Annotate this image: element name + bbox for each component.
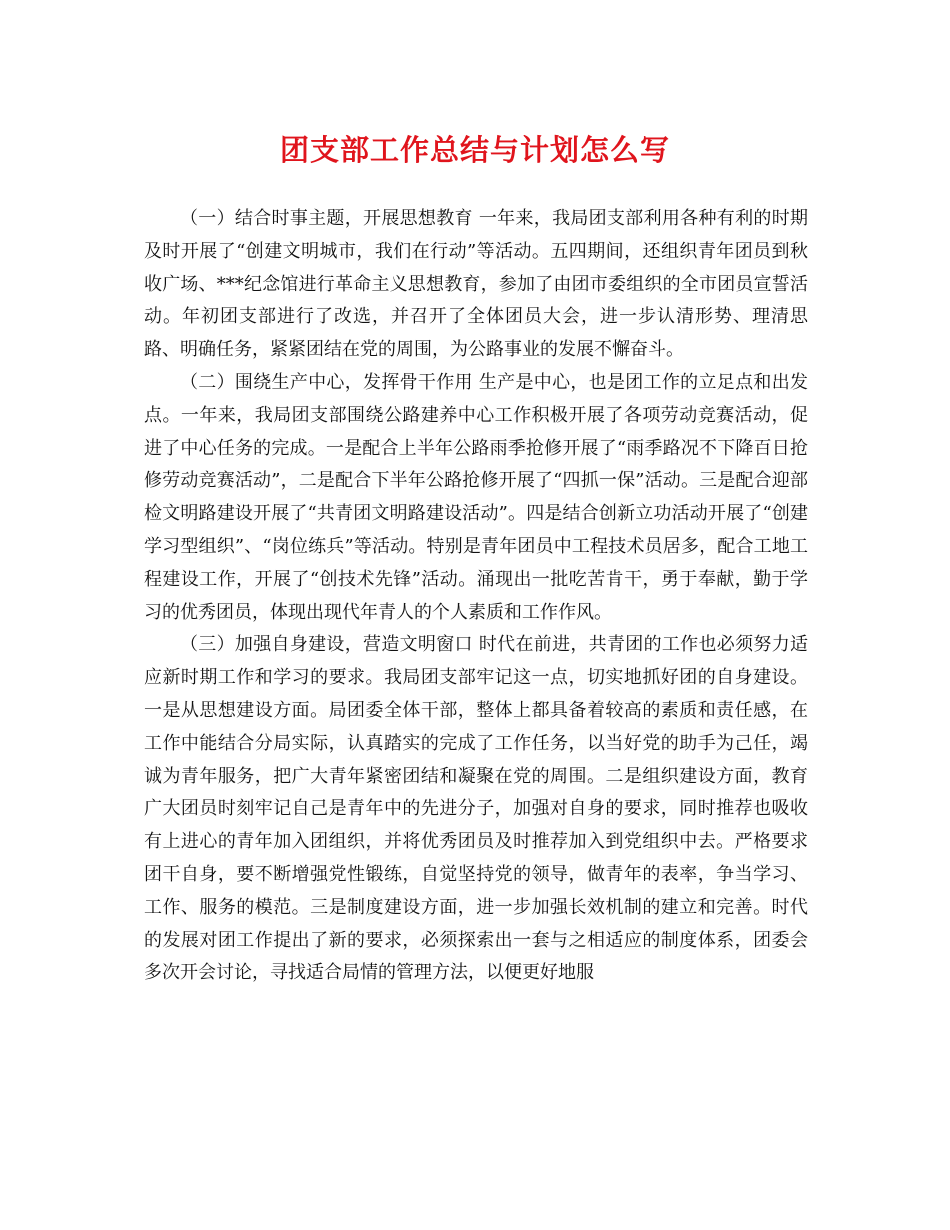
paragraph-2: （二）围绕生产中心，发挥骨干作用 生产是中心，也是团工作的立足点和出发点。一年来，我局团支部围绕公路建养中心工作积极开展了各项劳动竞赛活动，促进了中心任务的完成。一是配合上半年公路雨季抢修开展了“雨季路况不下降百日抢修劳动竞赛活动”，二是配合下半年公路抢修开展了“四抓一保”活动。三是配合迎部检文明路建设开展了“共青团文明路建设活动”。四是结合创新立功活动开展了“创建学习型组织”、“岗位练兵”等活动。特别是青年团员中工程技术员居多，配合工地工程建设工作，开展了“创技术先锋”活动。涌现出一批吃苦肯干，勇于奉献，勤于学习的优秀团员，体现出现代年青人的个人素质和工作作风。 — [144, 371, 808, 623]
paragraph-3: （三）加强自身建设，营造文明窗口 时代在前进，共青团的工作也必须努力适应新时期工作和学习的要求。我局团支部牢记这一点，切实地抓好团的自身建设。一是从思想建设方面。局团委全体干部，整体上都具备着较高的素质和责任感，在工作中能结合分局实际，认真踏实的完成了工作任务，以当好党的助手为己任，竭诚为青年服务，把广大青年紧密团结和凝聚在党的周围。二是组织建设方面，教育广大团员时刻牢记自己是青年中的先进分子，加强对自身的要求，同时推荐也吸收有上进心的青年加入团组织，并将优秀团员及时推荐加入到党组织中去。严格要求团干自身，要不断增强党性锻练，自觉坚持党的领导，做青年的表率，争当学习、工作、服务的模范。三是制度建设方面，进一步加强长效机制的建立和完善。时代的发展对团工作提出了新的要求，必须探索出一套与之相适应的制度体系，团委会多次开会讨论，寻找适合局情的管理方法，以便更好地服 — [144, 634, 808, 984]
paragraph-1: （一）结合时事主题，开展思想教育 一年来，我局团支部利用各种有利的时期及时开展了“创建文明城市，我们在行动”等活动。五四期间，还组织青年团员到秋收广场、***纪念馆进行革命主义思想教育，参加了由团市委组织的全市团员宣誓活动。年初团支部进行了改选，并召开了全体团员大会，进一步认清形势、理清思路、明确任务，紧紧团结在党的周围，为公路事业的发展不懈奋斗。 — [144, 208, 808, 361]
document-body — [144, 203, 808, 990]
document-title: 团支部工作总结与计划怎么写 — [279, 133, 670, 167]
